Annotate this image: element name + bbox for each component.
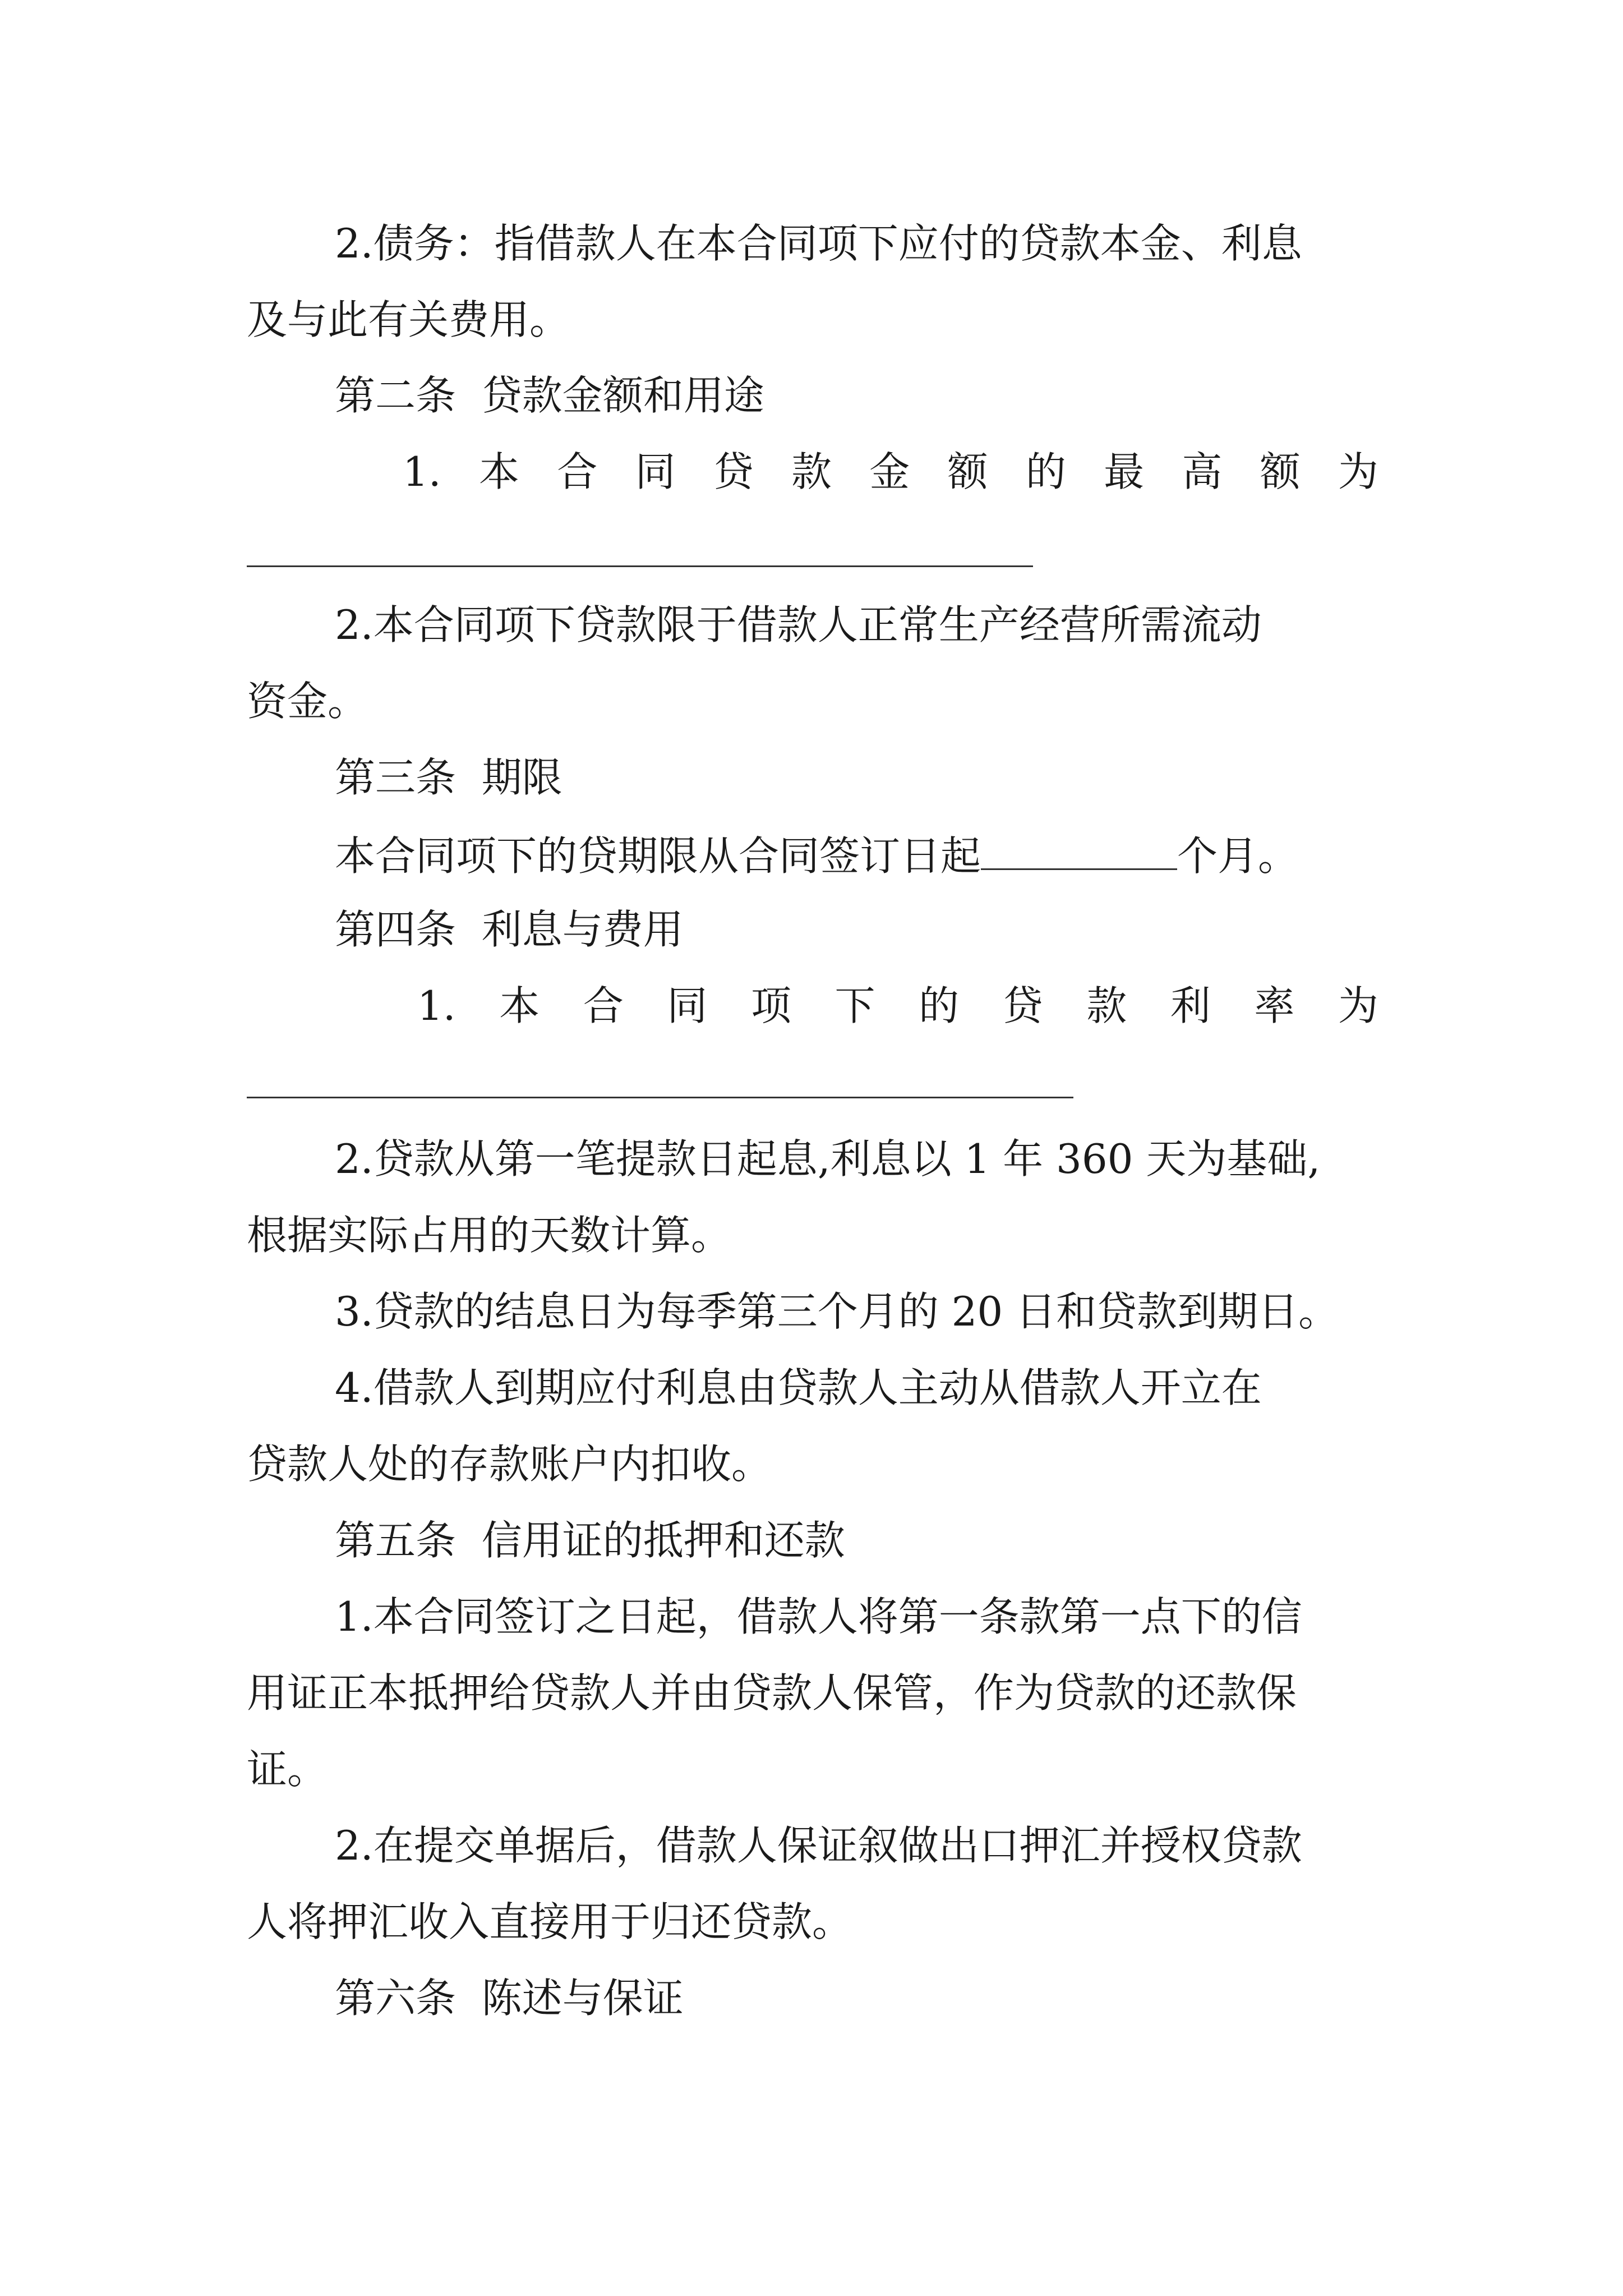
article4-item2-line2: 根据实际占用的天数计算。 (247, 1212, 732, 1259)
article4-item2-line1: 2.贷款从第一笔提款日起息,利息以 1 年 360 天为基础, (335, 1135, 1321, 1182)
article2-item1-char: 本 (478, 448, 519, 495)
article2-item1-char: 贷 (713, 448, 754, 495)
article4-item1-char: 同 (667, 982, 708, 1029)
article2-item2-line2: 资金。 (247, 678, 368, 725)
article2-item1-char: 额 (947, 448, 988, 495)
article3-text-before: 本合同项下的贷期限从合同签订日起 (335, 832, 981, 880)
article4-item1-spread-text (417, 982, 1378, 1029)
article2-item1-char: 高 (1182, 448, 1223, 495)
article5-item1-line3: 证。 (247, 1746, 328, 1793)
article5-item2-line2: 人将押汇收入直接用于归还贷款。 (247, 1898, 853, 1945)
article2-item1-char: 为 (1338, 448, 1378, 495)
article4-item1-char: 贷 (1002, 982, 1043, 1029)
article2-item1-char: 同 (635, 448, 676, 495)
article2-item1-char: 额 (1260, 448, 1301, 495)
article5-heading: 第五条 信用证的抵押和还款 (335, 1517, 845, 1564)
article3-text-after: 个月。 (1177, 832, 1299, 880)
article6-heading: 第六条 陈述与保证 (335, 1975, 684, 2022)
article4-item1-char: 合 (583, 982, 624, 1029)
article2-item1-char: 1. (403, 448, 441, 495)
article5-item1-line2: 用证正本抵押给贷款人并由贷款人保管，作为贷款的还款保 (247, 1669, 1297, 1717)
article4-item1-char: 的 (919, 982, 960, 1029)
article4-item1-char: 下 (834, 982, 875, 1029)
article3-months-blank (981, 834, 1177, 870)
article2-item1-char: 款 (791, 448, 832, 495)
article4-heading: 第四条 利息与费用 (335, 906, 684, 953)
article2-item1-blank-line (247, 565, 1033, 567)
article2-item1-char: 的 (1025, 448, 1066, 495)
article2-item1-spread-text (403, 448, 1378, 495)
article5-item1-line1: 1.本合同签订之日起，借款人将第一条款第一点下的信 (335, 1593, 1302, 1640)
article4-item3: 3.贷款的结息日为每季第三个月的 20 日和贷款到期日。 (335, 1288, 1339, 1335)
article4-item1-char: 1. (417, 982, 456, 1029)
article4-item1-char: 项 (750, 982, 791, 1029)
article4-item1-char: 率 (1254, 982, 1295, 1029)
debt-definition-line1: 2.债务：指借款人在本合同项下应付的贷款本金、利息 (335, 220, 1302, 267)
article3-heading: 第三条 期限 (335, 754, 562, 801)
article4-item1-char: 本 (499, 982, 540, 1029)
article2-heading: 第二条 贷款金额和用途 (335, 372, 764, 419)
article3-text (335, 832, 1299, 880)
article4-item1-char: 款 (1086, 982, 1127, 1029)
debt-definition-line2: 及与此有关费用。 (247, 296, 570, 343)
article4-item4-line2: 贷款人处的存款账户内扣收。 (247, 1441, 772, 1488)
article2-item1-char: 金 (869, 448, 910, 495)
article4-item1-char: 利 (1170, 982, 1211, 1029)
article4-item1-char: 为 (1338, 982, 1378, 1029)
article2-item1-char: 合 (557, 448, 598, 495)
article5-item2-line1: 2.在提交单据后，借款人保证叙做出口押汇并授权贷款 (335, 1822, 1302, 1869)
article2-item2-line1: 2.本合同项下贷款限于借款人正常生产经营所需流动 (335, 601, 1262, 648)
article4-item1-blank-line (247, 1097, 1073, 1098)
article4-item4-line1: 4.借款人到期应付利息由贷款人主动从借款人开立在 (335, 1364, 1262, 1411)
article2-item1-char: 最 (1104, 448, 1145, 495)
